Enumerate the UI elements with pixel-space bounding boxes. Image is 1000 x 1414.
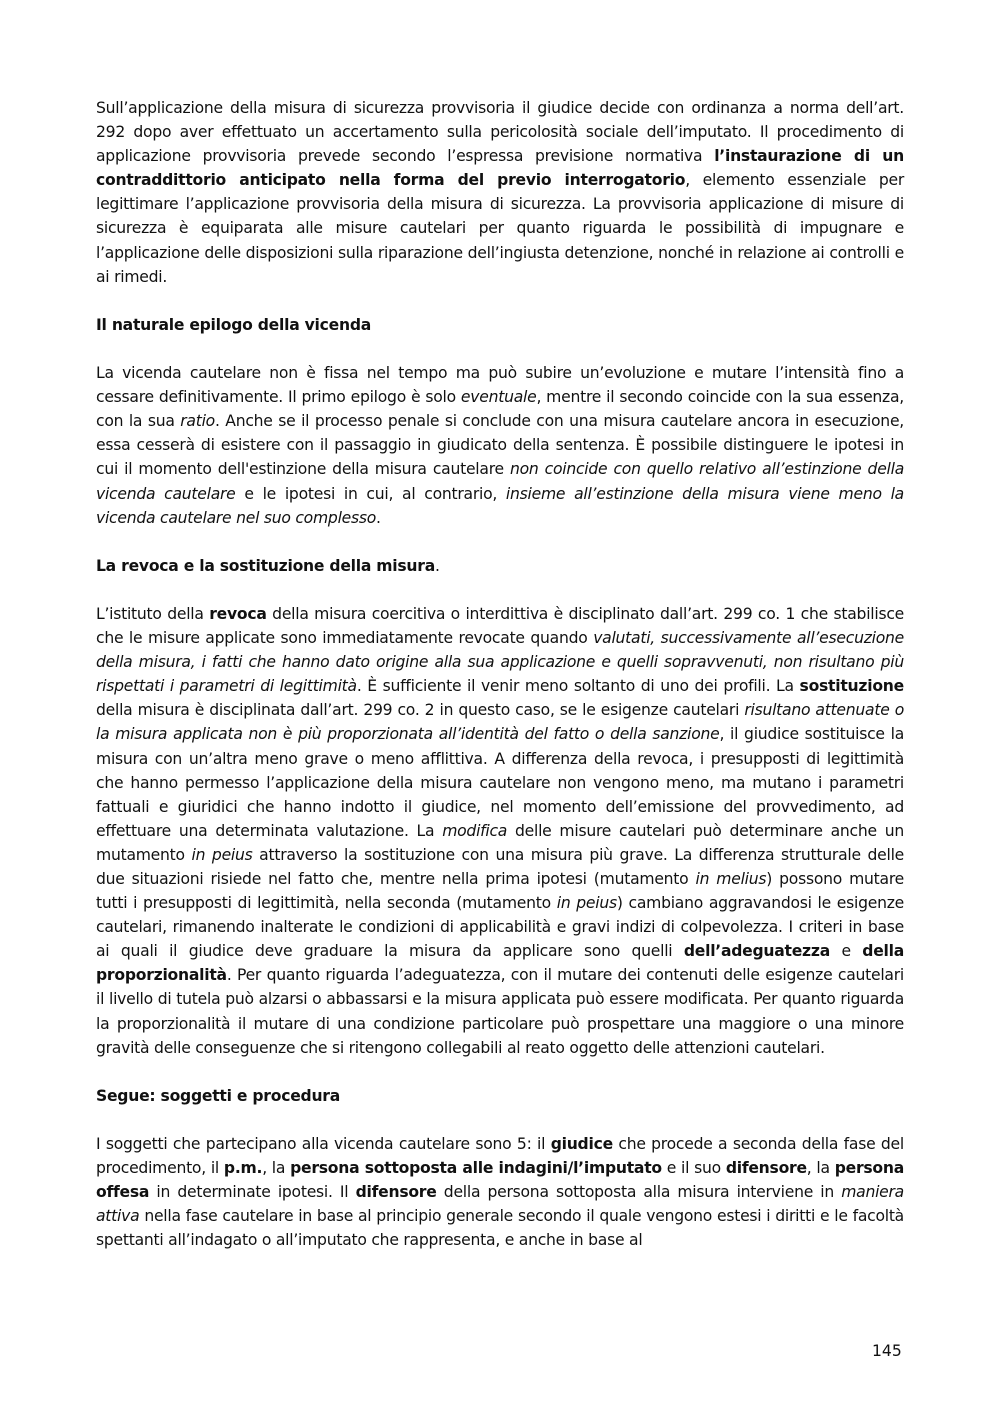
text-run: della persona sottoposta alla misura interviene in xyxy=(436,1183,842,1202)
italic-text: maniera attiva xyxy=(96,1183,904,1226)
text-run: . xyxy=(376,508,381,527)
bold-text: sostituzione xyxy=(799,677,904,696)
text-run: della misura è disciplinata dall’art. 299 co. 2 in questo caso, se le esigenze cautelari xyxy=(96,701,745,720)
text-run: in determinate ipotesi. Il xyxy=(149,1183,356,1202)
paragraph-revoca xyxy=(96,602,904,1060)
text-run: , il giudice sostituisce la misura con un’altra meno grave o meno afflittiva. A differenza della revoca, i presupposti di legittimità che hanno permesso l’applicazione della misura cautelare non vengono meno, ma mutano i parametri fattuali e giuridici che hanno indotto il giudice, nel momento dell’emissione del provvedimento, ad effettuare una determinata valutazione. La xyxy=(96,725,904,840)
text-run: La vicenda cautelare non è fissa nel tempo ma può subire un’evoluzione e mutare l’intensità fino a cessare definitivamente. Il primo epilogo è solo xyxy=(96,364,904,407)
page-number: 145 xyxy=(872,1342,902,1360)
italic-text: ratio xyxy=(180,412,215,431)
text-run: . Anche se il processo penale si conclude con una misura cautelare ancora in esecuzione, essa cesserà di esistere con il passaggio in giudicato della sentenza. È possibile distinguere le ipotesi in cui il momento dell'estinzione della misura cautelare xyxy=(96,412,904,479)
text-run: nella fase cautelare in base al principio generale secondo il quale vengono estesi i diritti e le facoltà spettanti all’indagato o all’imputato che rappresenta, e anche in base al xyxy=(96,1207,904,1250)
heading-naturale-epilogo: Il naturale epilogo della vicenda xyxy=(96,315,372,334)
text-run: , la xyxy=(262,1159,291,1178)
bold-text: persona offesa xyxy=(96,1159,905,1202)
text-run: I soggetti che partecipano alla vicenda cautelare sono 5: il xyxy=(96,1135,551,1154)
bold-text: difensore xyxy=(355,1183,437,1202)
italic-text: risultano attenuate o la misura applicata non è più proporzionata all’identità del fatto o della sanzione xyxy=(96,701,904,744)
italic-text: non coincide con quello relativo all’estinzione della vicenda cautelare xyxy=(96,460,905,503)
italic-text: in peius xyxy=(556,894,617,913)
text-run: e xyxy=(829,942,863,961)
bold-text: persona sottoposta alle indagini/l’imputato xyxy=(290,1159,662,1178)
bold-text: difensore xyxy=(725,1159,807,1178)
text-run: , la xyxy=(806,1159,835,1178)
text-run: Sull’applicazione della misura di sicurezza provvisoria il giudice decide con ordinanza a norma dell’art. 292 dopo aver effettuato un accertamento sulla pericolosità sociale dell’imputato. Il procedimento di applicazione provvisoria prevede secondo l’espressa previsione normativa xyxy=(96,99,904,166)
italic-text: insieme all’estinzione della misura viene meno la vicenda cautelare nel suo complesso xyxy=(96,484,904,527)
text-run: . Per quanto riguarda l’adeguatezza, con il mutare dei contenuti delle esigenze cautelari il livello di tutela può alzarsi o abbassarsi e la misura applicata può essere modificata. Per quanto riguarda la proporzionalità il mutare di una condizione particolare può prospettare una maggiore o una minore gravità delle conseguenze che si ritengono collegabili al reato oggetto delle attenzioni cautelari. xyxy=(96,966,904,1057)
text-run: e il suo xyxy=(661,1159,726,1178)
bold-text: l’instaurazione di un contraddittorio anticipato nella forma del previo interrogatorio xyxy=(96,147,904,190)
text-run: che procede a seconda della fase del procedimento, il xyxy=(96,1135,904,1178)
page-body xyxy=(96,96,904,1253)
italic-text: valutati, successivamente all’esecuzione della misura, i fatti che hanno dato origine alla sua applicazione e quelli sopravvenuti, non risultano più rispettati i parametri di legittimità xyxy=(96,629,904,696)
text-run: della misura coercitiva o interdittiva è disciplinato dall’art. 299 co. 1 che stabilisce che le misure applicate sono immediatamente revocate quando xyxy=(96,604,904,648)
text-run: , elemento essenziale per legittimare l’applicazione provvisoria della misura di sicurezza. La provvisoria applicazione di misure di sicurezza è equiparata alle misure cautelari per quanto riguarda le possibilità di impugnare e l’applicazione delle disposizioni sulla riparazione dell’ingiusta detenzione, nonché in relazione ai controlli e ai rimedi. xyxy=(96,171,904,286)
bold-text: della proporzionalità xyxy=(96,942,904,985)
paragraph-vicenda-cautelare xyxy=(96,361,904,530)
bold-text: revoca xyxy=(209,604,267,623)
text-run: . xyxy=(434,556,440,575)
heading-revoca-sostituzione xyxy=(96,554,904,578)
italic-text: eventuale xyxy=(460,388,537,407)
paragraph-soggetti xyxy=(96,1132,904,1252)
text-run: L’istituto della xyxy=(96,604,210,623)
text-run: delle misure cautelari può determinare anche un mutamento xyxy=(96,821,905,864)
text-run: ) possono mutare tutti i presupposti di legittimità, nella seconda (mutamento xyxy=(96,870,904,913)
text-run: attraverso la sostituzione con una misura più grave. La differenza strutturale delle due situazioni risiede nel fatto che, mentre nella prima ipotesi (mutamento xyxy=(96,845,904,888)
italic-text: modifica xyxy=(442,821,508,840)
paragraph-misura-sicurezza xyxy=(96,96,904,289)
italic-text: in peius xyxy=(191,845,253,864)
italic-text: in melius xyxy=(695,870,767,888)
bold-text: dell’adeguatezza xyxy=(683,942,830,961)
bold-text: La revoca e la sostituzione della misura xyxy=(96,556,435,575)
text-run: e le ipotesi in cui, al contrario, xyxy=(235,484,506,503)
bold-text: p.m. xyxy=(223,1159,263,1178)
heading-soggetti-procedura: Segue: soggetti e procedura xyxy=(96,1086,341,1105)
text-run: . È sufficiente il venir meno soltanto di uno dei profili. La xyxy=(356,677,800,696)
bold-text: giudice xyxy=(550,1135,613,1154)
text-run: ) cambiano aggravandosi le esigenze cautelari, rimanendo inalterate le condizioni di applicabilità e gravi indizi di colpevolezza. I criteri in base ai quali il giudice deve graduare la misura da applicare sono quelli xyxy=(96,894,904,961)
text-run: , mentre il secondo coincide con la sua essenza, con la sua xyxy=(96,388,904,431)
